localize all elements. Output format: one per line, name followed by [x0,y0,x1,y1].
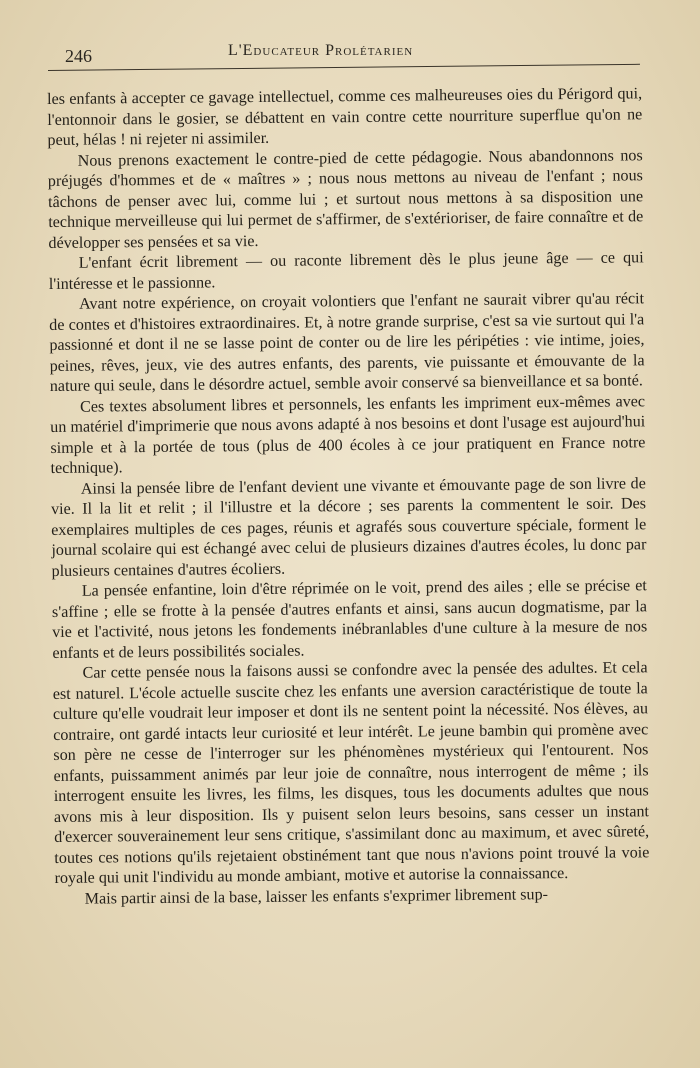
paragraph: Nous prenons exactement le contre-pied de cette pédagogie. Nous abandonnons nos préjugés d'hommes et de « maîtres » ; nous nous mettons au niveau de l'enfant ; nous tâchons de penser avec lui, comme lui ; et surtout nous mettons à sa disposition une technique merveilleuse qui lui permet de s'affirmer, de s'extérioriser, de faire connaître et de développer ses pensées et sa vie. [47,146,644,252]
header-rule [48,64,640,71]
paragraph: Avant notre expérience, on croyait volontiers que l'enfant ne saurait vibrer qu'au récit de contes et d'histoires extraordinaires. Et, à notre grande surprise, c'est sa vie surtout qui l'a passionné et dont il ne se lasse point de conter ou de lire les péripéties : vie intime, joies, peines, rêves, jeux, vie des autres enfants, des parents, vie puissante et émouvante de la nature qui seule, dans le désordre actuel, semble avoir conservé sa bienveillance et sa bonté. [49,290,645,395]
paragraph: les enfants à accepter ce gavage intellectuel, comme ces malheureuses oies du Périgord qui, l'entonnoir dans le gosier, se débattent en vain contre cette nourriture superflue qu'on ne peut, hélas ! ni rejeter ni assimiler. [47,85,643,149]
paragraph: La pensée enfantine, loin d'être réprimée on le voit, prend des ailes ; elle se précise et s'affine ; elle se frotte à la pensée d'autres enfants et ainsi, sans aucun dogmatisme, par la vie et l'activité, nous jetons les fondements inébranlables d'une culture à la mesure de nos enfants et de leurs possibilités sociales. [51,577,648,662]
running-title: L'Educateur Prolétarien [228,42,414,59]
paragraph: L'enfant écrit librement — ou raconte librement dès le plus jeune âge — ce qui l'intéresse et le passionne. [48,249,644,293]
paragraph: Mais partir ainsi de la base, laisser les enfants s'exprimer librement sup- [84,885,549,908]
paragraph: Ces textes absolument libres et personnels, les enfants les impriment eux-mêmes avec un matériel d'imprimerie que nous avons adapté à nos besoins et dont l'usage est aujourd'hui simple et à la portée de tous (plus de 400 écoles à ce jour pratiquent en France notre technique). [50,392,646,477]
body-text [47,84,650,910]
paragraph: Car cette pensée nous la faisons aussi se confondre avec la pensée des adultes. Et cela est naturel. L'école actuelle suscite chez les enfants une aversion caractéristique de toute la culture qu'elle voudrait leur imposer et dont ils ne sentent point la nécessité. Nos élèves, au contraire, ont gardé intacts leur curiosité et leur intérêt. Le jeune bambin qui promène avec son père ne cesse de l'interroger sur les phénomènes mystérieux qui l'entourent. Nos enfants, puissamment animés par leur joie de connaître, nous interrogent de même ; ils interrogent ensuite les livres, les films, les disques, tous les documents adultes que nous avons mis à leur disposition. Ils y puisent selon leurs besoins, sans cesser un instant d'exercer souverainement leur sens critique, s'assimilant donc au maximum, et avec sûreté, toutes ces notions qu'ils rejetaient obstinément tant que nous n'avions point trouvé la voie royale qui unit l'individu au monde ambiant, motive et autorise la connaissance. [52,659,650,887]
page-header [48,40,640,70]
page-number: 246 [65,46,92,66]
paragraph: Ainsi la pensée libre de l'enfant devient une vivante et émouvante page de son livre de vie. Il la lit et relit ; il l'illustre et la décore ; ses parents la commentent le soir. Des exemplaires multiples de ces pages, réunis et agrafés sous couverture spéciale, forment le journal scolaire qui est échangé avec celui de plusieurs dizaines d'autres écoles, lu donc par plusieurs centaines d'autres écoliers. [50,474,647,580]
